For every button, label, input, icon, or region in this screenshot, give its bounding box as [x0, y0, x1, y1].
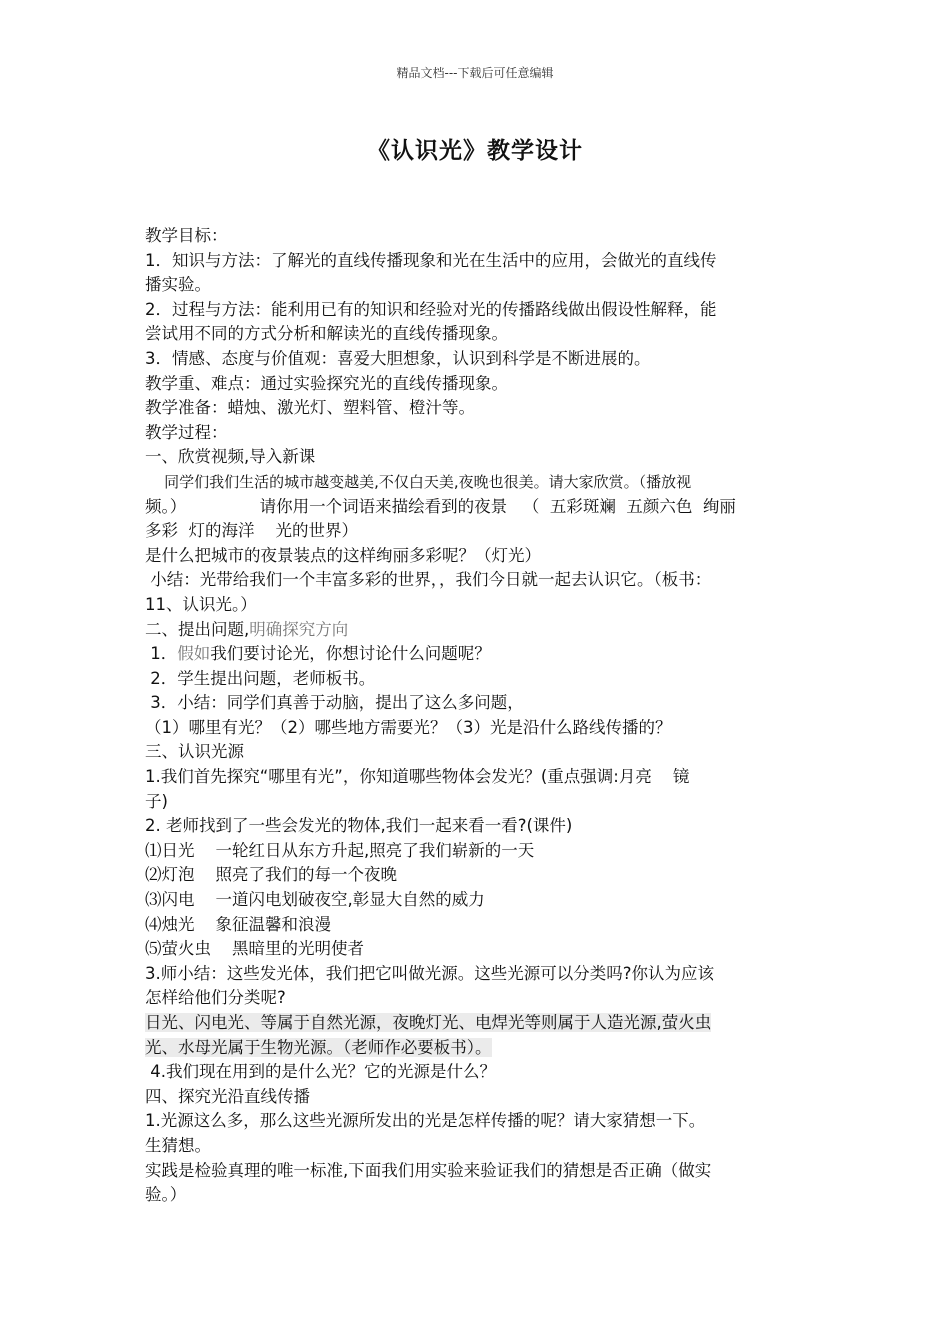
objective-3: 3．情感、态度与价值观：喜爱大胆想象，认识到科学是不断进展的。: [145, 348, 651, 368]
light-source-candle: ⑷烛光 象征温馨和浪漫: [145, 914, 331, 934]
section-4-practice-cont: 验。）: [145, 1185, 187, 1205]
section-2-item-3: 3．小结：同学们真善于动脑，提出了这么多问题，: [145, 693, 524, 713]
classification-line-1: 日光、闪电光、等属于自然光源，夜晚灯光、电焊光等则属于人造光源,萤火虫: [145, 1013, 712, 1032]
objective-1: 1．知识与方法：了解光的直线传播现象和光在生活中的应用，会做光的直线传: [145, 250, 717, 270]
section-1-question: 是什么把城市的夜景装点的这样绚丽多彩呢？（灯光）: [145, 545, 541, 565]
section-2-item-1: [145, 642, 810, 667]
classification-highlight: [145, 1011, 810, 1036]
section-1-para-3: 多彩 灯的海洋 光的世界）: [145, 521, 358, 541]
light-source-lightning: ⑶闪电 一道闪电划破夜空,彰显大自然的威力: [145, 890, 485, 910]
section-3-item-2: 2. 老师找到了一些会发光的物体,我们一起来看一看?(课件): [145, 816, 573, 836]
section-4-heading: 四、探究光沿直线传播: [145, 1086, 310, 1106]
section-2-item-1-num: 1．: [145, 644, 178, 664]
section-3-heading: 三、认识光源: [145, 742, 244, 762]
document-body: [145, 224, 810, 1208]
section-3-item-1: 1.我们首先探究“哪里有光”，你知道哪些物体会发光？(重点强调:月亮 镜: [145, 767, 690, 787]
section-3-item-3-cont: 怎样给他们分类呢?: [145, 988, 286, 1008]
section-2-heading-a: 二、提出问题,: [145, 619, 250, 639]
section-1-summary: 小结：光带给我们一个丰富多彩的世界，，我们今日就一起去认识它。（板书：: [145, 570, 712, 590]
light-source-sun: ⑴日光 一轮红日从东方升起,照亮了我们崭新的一天: [145, 840, 535, 860]
section-4-guess: 生猜想。: [145, 1135, 211, 1155]
section-1-heading: 一、欣赏视频,导入新课: [145, 447, 316, 467]
section-4-item-1: 1.光源这么多，那么这些光源所发出的光是怎样传播的呢？请大家猜想一下。: [145, 1111, 706, 1131]
section-2-item-2: 2．学生提出问题，老师板书。: [145, 668, 376, 688]
objective-2-cont: 尝试用不同的方式分析和解读光的直线传播现象。: [145, 324, 508, 344]
section-1-summary-cont: 11、认识光。）: [145, 594, 257, 614]
classification-highlight-cont: [145, 1036, 810, 1061]
section-4-practice: 实践是检验真理的唯一标准,下面我们用实验来验证我们的猜想是否正确（做实: [145, 1160, 712, 1180]
preparation: 教学准备：蜡烛、激光灯、塑料管、橙汁等。: [145, 398, 475, 418]
objective-2: 2．过程与方法：能利用已有的知识和经验对光的传播路线做出假设性解释，能: [145, 299, 717, 319]
light-source-firefly: ⑸萤火虫 黑暗里的光明使者: [145, 939, 364, 959]
section-2-heading: [145, 618, 810, 643]
section-2-questions: （1）哪里有光？（2）哪些地方需要光？（3）光是沿什么路线传播的？: [145, 717, 672, 737]
section-1-para-1: 同学们我们生活的城市越变越美,不仅白天美,夜晚也很美。请大家欣赏。（播放视: [145, 472, 692, 491]
document-title: 《认识光》教学设计: [367, 138, 583, 164]
classification-line-2: 光、水母光属于生物光源。（老师作必要板书）。: [145, 1037, 492, 1057]
process-heading: 教学过程：: [145, 422, 228, 442]
section-2-item-1-text: 我们要讨论光，你想讨论什么问题呢？: [210, 644, 491, 664]
section-2-heading-b: 明确探究方向: [249, 619, 349, 639]
light-source-bulb: ⑵灯泡 照亮了我们的每一个夜晚: [145, 865, 397, 885]
section-3-item-1-cont: 子): [145, 791, 168, 811]
section-1-para-2: 频。） 请你用一个词语来描绘看到的夜景 （ 五彩斑斓 五颜六色 绚丽: [145, 496, 736, 516]
key-points: 教学重、难点：通过实验探究光的直线传播现象。: [145, 373, 508, 393]
section-3-item-4: 4.我们现在用到的是什么光？它的光源是什么？: [145, 1062, 496, 1082]
section-3-item-3: 3.师小结：这些发光体，我们把它叫做光源。这些光源可以分类吗?你认为应该: [145, 963, 715, 983]
objective-1-cont: 播实验。: [145, 275, 211, 295]
header-note: 精品文档---下载后可任意编辑: [396, 66, 554, 80]
section-2-item-1-word: 假如: [177, 644, 211, 664]
objectives-heading: 教学目标：: [145, 226, 228, 245]
